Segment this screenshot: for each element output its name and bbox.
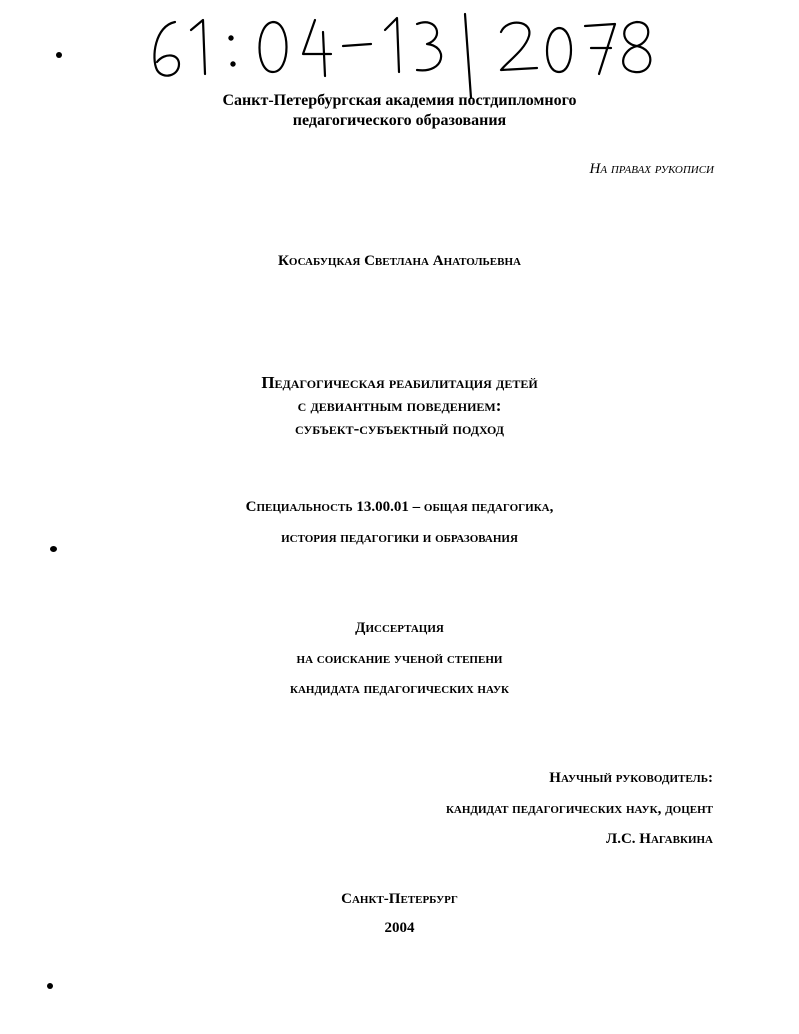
supervisor-name: Л.С. Нагавкина [606, 831, 713, 847]
manuscript-note: На правах рукописи [589, 161, 714, 177]
degree-line2: кандидата педагогических наук [289, 681, 510, 697]
supervisor-label: Научный руководитель: [549, 770, 713, 786]
author-name: Косабуцкая Светлана Анатольевна [278, 253, 521, 269]
academy-name-line2: педагогического образования [292, 112, 507, 129]
degree-line1: на соискание ученой степени [296, 651, 503, 667]
specialty-line2: история педагогики и образования [281, 530, 518, 546]
city: Санкт-Петербург [341, 891, 458, 907]
thesis-title-line1: Педагогическая реабилитация детей [261, 373, 538, 392]
supervisor-degree: кандидат педагогических наук, доцент [445, 801, 713, 817]
year: 2004 [384, 920, 415, 936]
scan-speck [56, 52, 62, 58]
academy-name-line1: Санкт-Петербургская академия постдипломного [222, 92, 577, 109]
specialty-line1: Специальность 13.00.01 – общая педагогика, [245, 499, 554, 515]
thesis-title-line3: субъект-субъектный подход [294, 419, 505, 438]
scan-speck [47, 983, 53, 989]
dissertation-label: Диссертация [355, 620, 444, 636]
thesis-title-line2: с девиантным поведением: [297, 396, 502, 415]
